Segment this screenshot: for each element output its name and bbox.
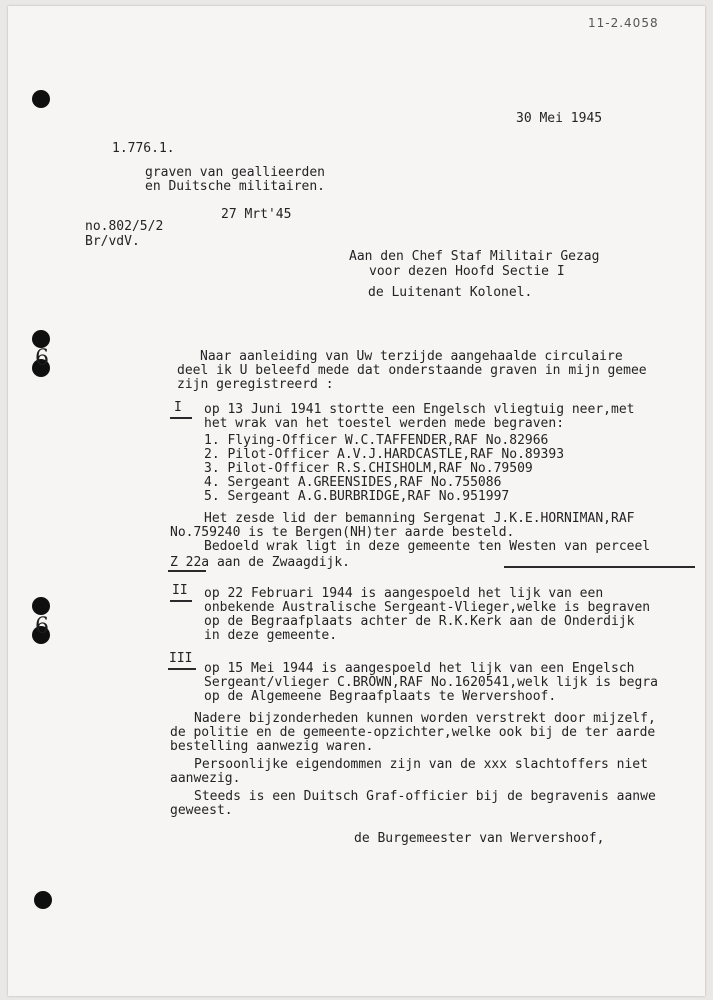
punch-hole-bottom [34,891,52,909]
closing-line-3: bestelling aanwezig waren. [170,739,374,754]
closing-line-7: geweest. [170,803,233,818]
addressee-line-3: de Luitenant Kolonel. [368,285,533,300]
section-2-line-4: in deze gemeente. [204,628,338,643]
subject-line-2: en Duitsche militairen. [145,179,326,194]
closing-line-4: Persoonlijke eigendommen zijn van de xxx slachtoffers niet [194,757,648,772]
signature-line: de Burgemeester van Wervershoof, [354,831,605,846]
margin-mark-upper: 6 [35,346,49,371]
subject-line-1: graven van geallieerden [145,165,326,180]
typist-initials: Br/vdV. [85,234,140,249]
section-3-line-1: op 15 Mei 1944 is aangespoeld het lijk van een Engelsch [204,661,635,676]
intro-line-1: Naar aanleiding van Uw terzijde aangehaalde circulaire [200,349,623,364]
closing-line-5: aanwezig. [170,771,241,786]
addressee-line-2: voor dezen Hoofd Sectie I [369,264,565,279]
reference-date: 27 Mrt'45 [221,207,292,222]
section-2-numeral-underline [170,600,192,602]
reference-number: 1.776.1. [112,141,175,156]
section-2-numeral: II [172,583,188,598]
file-number: no.802/5/2 [85,219,164,234]
section-1-after-3: Bedoeld wrak ligt in deze gemeente ten Westen van perceel [204,539,651,554]
section-1-line-1: op 13 Juni 1941 stortte een Engelsch vliegtuig neer,met [204,402,635,417]
section-2-line-1: op 22 Februari 1944 is aangespoeld het lijk van een [204,586,604,601]
closing-line-1: Nadere bijzonderheden kunnen worden verstrekt door mijzelf, [194,711,656,726]
intro-line-3: zijn geregistreerd : [177,377,334,392]
section-1-numeral-underline [170,417,192,419]
section-1-after-1: Het zesde lid der bemanning Sergenat J.K.E.HORNIMAN,RAF [204,511,635,526]
parcel-underline [168,570,206,572]
crew-member-4: 4. Sergeant A.GREENSIDES,RAF No.755086 [204,475,502,490]
punch-hole-lower-a [32,597,50,615]
crew-member-5: 5. Sergeant A.G.BURBRIDGE,RAF No.951997 [204,489,510,504]
crew-member-3: 3. Pilot-Officer R.S.CHISHOLM,RAF No.79509 [204,461,533,476]
section-1-line-2: het wrak van het toestel werden mede begraven: [204,416,565,431]
section-1-numeral: I [174,400,182,415]
archive-number: 11-2.4058 [588,16,659,30]
addressee-line-1: Aan den Chef Staf Militair Gezag [349,249,600,264]
closing-line-2: de politie en de gemeente-opzichter,welke ook bij de ter aarde [170,725,656,740]
section-2-line-3: op de Begraafplaats achter de R.K.Kerk aan de Onderdijk [204,614,635,629]
section-3-line-2: Sergeant/vlieger C.BROWN,RAF No.1620541,welk lijk is begra [204,675,658,690]
section-2-line-2: onbekende Australische Sergeant-Vlieger,welke is begraven [204,600,651,615]
margin-mark-lower: 6 [35,614,49,639]
section-3-line-3: op de Algemeene Begraafplaats te Wervershoof. [204,689,557,704]
section-1-after-4: Z 22a aan de Zwaagdijk. [170,555,351,570]
crew-member-1: 1. Flying-Officer W.C.TAFFENDER,RAF No.82966 [204,433,549,448]
punch-hole-top [32,90,50,108]
section-1-after-2: No.759240 is te Bergen(NH)ter aarde besteld. [170,525,515,540]
letter-date: 30 Mei 1945 [516,111,603,126]
intro-line-2: deel ik U beleefd mede dat onderstaande graven in mijn gemee [177,363,647,378]
section-3-numeral-underline [168,668,196,670]
closing-line-6: Steeds is een Duitsch Graf-officier bij de begravenis aanwe [194,789,656,804]
section-3-numeral: III [169,651,193,666]
location-underline [504,566,695,568]
crew-member-2: 2. Pilot-Officer A.V.J.HARDCASTLE,RAF No.89393 [204,447,565,462]
